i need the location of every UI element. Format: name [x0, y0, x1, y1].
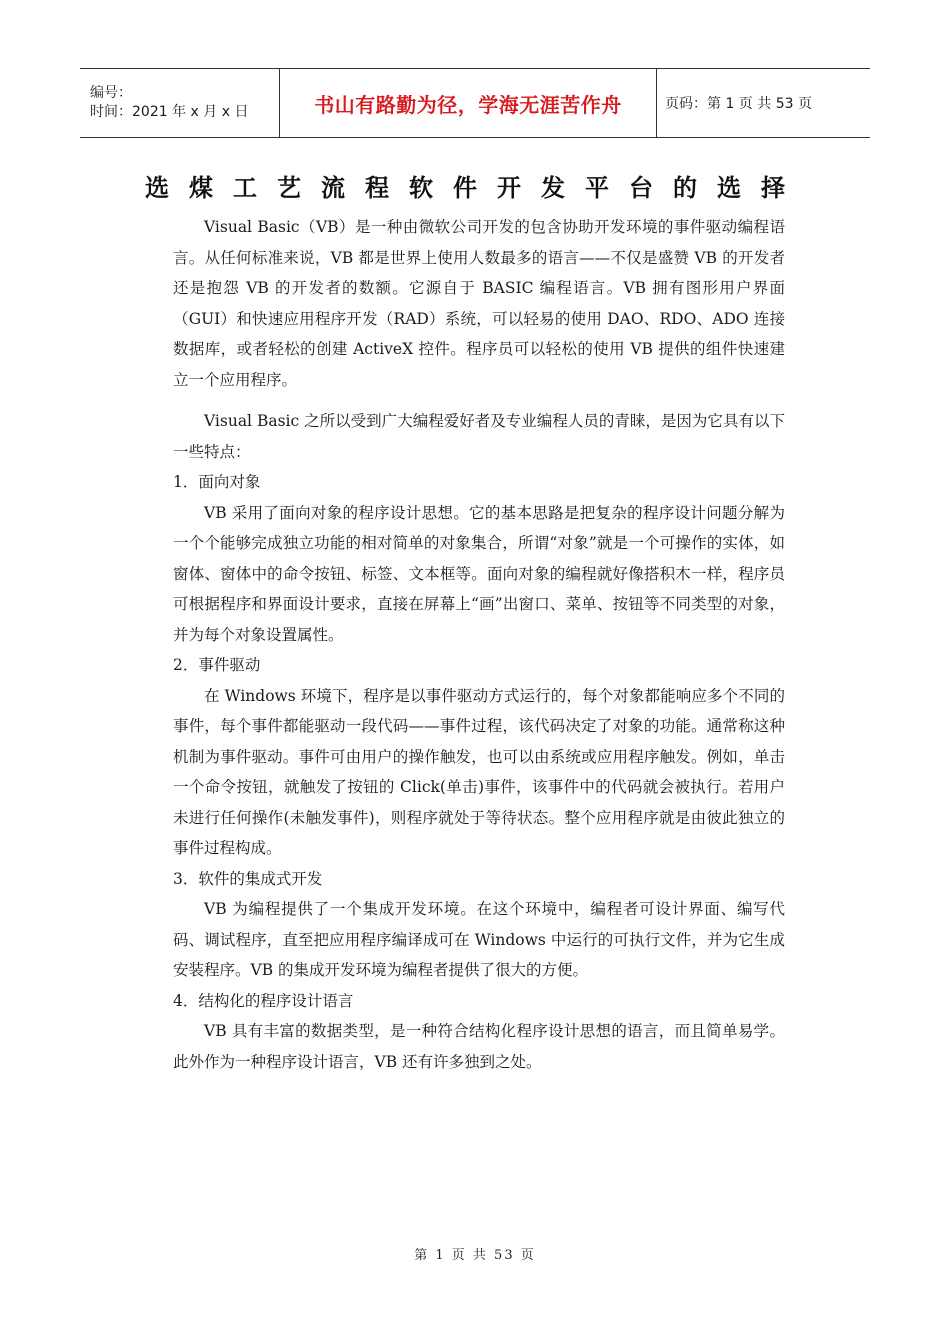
paragraph-section-2: 在 Windows 环境下，程序是以事件驱动方式运行的，每个对象都能响应多个不同的事件，每个事件都能驱动一段代码——事件过程，该代码决定了对象的功能。通常称这种机制为事件驱动。事件可由用户的操作触发，也可以由系统或应用程序触发。例如，单击一个命令按钮，就触发了按钮的 Click(单击)事件，该事件中的代码就会被执行。若用户未进行任何操作(未触发事件)，则程序就处于等待状态。整个应用程序就是由彼此独立的事件过程构成。: [173, 686, 785, 857]
document-date-label: 时间：2021 年 x 月 x 日: [90, 104, 249, 120]
header-meta: [80, 69, 280, 137]
page-footer: 第 1 页 共 53 页: [414, 1248, 536, 1263]
section-heading-4: 4．结构化的程序设计语言: [173, 991, 354, 1010]
motto-text: 书山有路勤为径，学海无涯苦作舟: [314, 92, 622, 117]
paragraph-section-3: VB 为编程提供了一个集成开发环境。在这个环境中，编程者可设计界面、编写代码、调试程序，直至把应用程序编译成可在 Windows 中运行的可执行文件，并为它生成安装程序。VB 的集成开发环境为编程者提供了很大的方便。: [173, 900, 785, 979]
section-heading-3: 3．软件的集成式开发: [173, 869, 323, 888]
paragraph-section-1: VB 采用了面向对象的程序设计思想。它的基本思路是把复杂的程序设计问题分解为一个个能够完成独立功能的相对简单的对象集合，所谓“对象”就是一个可操作的实体，如窗体、窗体中的命令按钮、标签、文本框等。面向对象的编程就好像搭积木一样，程序员可根据程序和界面设计要求，直接在屏幕上“画”出窗口、菜单、按钮等不同类型的对象，并为每个对象设置属性。: [173, 503, 785, 644]
paragraph-features-intro: Visual Basic 之所以受到广大编程爱好者及专业编程人员的青睐，是因为它具有以下一些特点：: [173, 412, 785, 461]
section-heading-1: 1．面向对象: [173, 473, 261, 491]
paragraph-section-4: VB 具有丰富的数据类型，是一种符合结构化程序设计思想的语言，而且简单易学。此外作为一种程序设计语言，VB 还有许多独到之处。: [173, 1022, 785, 1071]
document-title: 选煤工艺流程软件开发平台的选择: [145, 174, 805, 202]
page-info: 页码：第 1 页 共 53 页: [665, 96, 812, 112]
section-heading-2: 2．事件驱动: [173, 656, 261, 674]
header-page-cell: [657, 69, 870, 137]
document-number-label: 编号：: [90, 85, 132, 101]
document-body: [173, 212, 785, 1077]
header-motto-cell: [280, 69, 657, 137]
header-table: [80, 68, 870, 138]
paragraph-intro: Visual Basic（VB）是一种由微软公司开发的包含协助开发环境的事件驱动编程语言。从任何标准来说，VB 都是世界上使用人数最多的语言——不仅是盛赞 VB 的开发者还是抱怨 VB 的开发者的数额。它源自于 BASIC 编程语言。VB 拥有图形用户界面（GUI）和快速应用程序开发（RAD）系统，可以轻易的使用 DAO、RDO、ADO 连接数据库，或者轻松的创建 ActiveX 控件。程序员可以轻松的使用 VB 提供的组件快速建立一个应用程序。: [173, 218, 785, 389]
